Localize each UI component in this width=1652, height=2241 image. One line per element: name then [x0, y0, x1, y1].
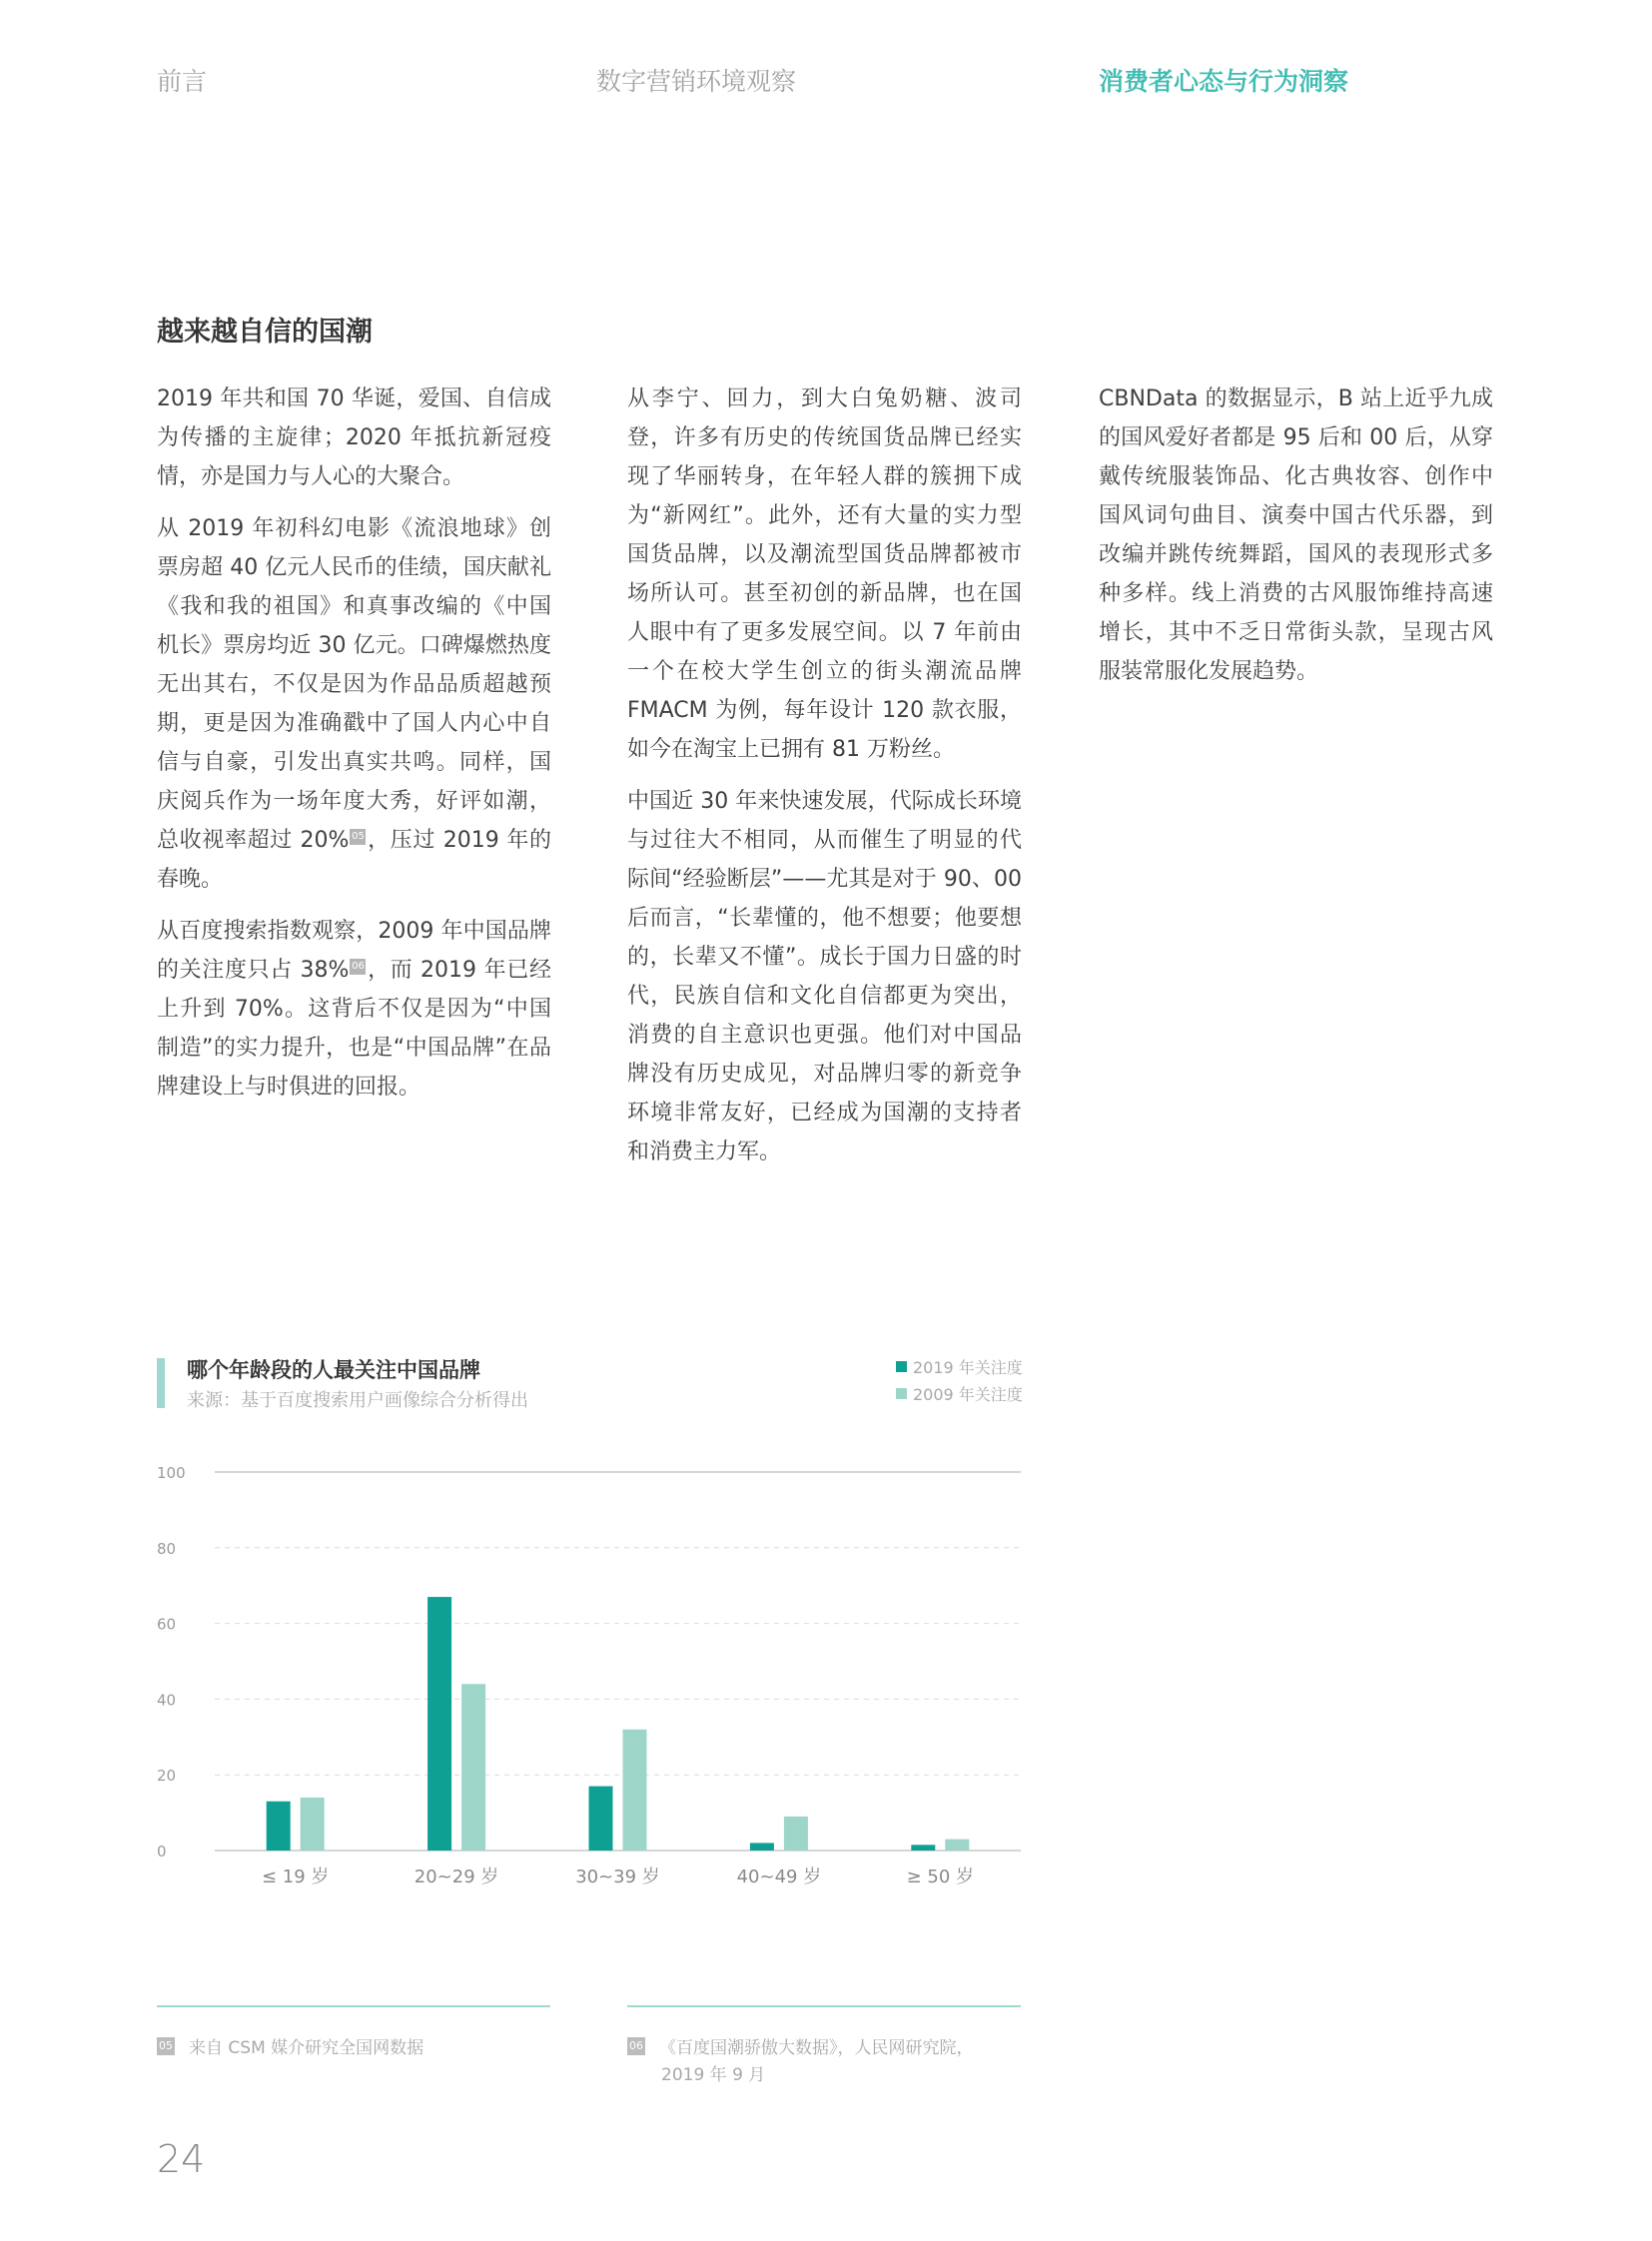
bar-2009: [784, 1817, 808, 1851]
footnote-05: [157, 2035, 550, 2062]
x-tick-label: 40~49 岁: [736, 1867, 822, 1887]
paragraph-text: 从百度搜索指数观察，2009 年中国品牌的关注度只占 38%: [157, 919, 551, 983]
section-title: 越来越自信的国潮: [157, 317, 373, 348]
footnote-number: 06: [627, 2037, 645, 2055]
paragraph: [157, 509, 551, 899]
y-tick-label: 0: [157, 1843, 167, 1861]
page-number: 24: [157, 2137, 206, 2181]
nav-item-digital-marketing[interactable]: 数字营销环境观察: [596, 67, 797, 96]
legend-label-2019: 2019 年关注度: [913, 1358, 1023, 1377]
bar-2019: [589, 1787, 613, 1851]
bar-2019: [427, 1597, 451, 1851]
text-column-1: [157, 379, 551, 1120]
paragraph: 中国近 30 年来快速发展，代际成长环境与过往大不相同，从而催生了明显的代际间“经验断层”——尤其是对于 90、00 后而言，“长辈懂的，他不想要；他要想的，长辈又不懂”。成长于国力日盛的时代，民族自信和文化自信都更为突出，消费的自主意识也更强。他们对中国品牌没有历史成见，对品牌归零的新竞争环境非常友好，已经成为国潮的支持者和消费主力军。: [627, 789, 1022, 1164]
paragraph: 2019 年共和国 70 华诞，爱国、自信成为传播的主旋律；2020 年抵抗新冠疫情，亦是国力与人心的大聚合。: [157, 386, 551, 489]
bar-2019: [911, 1845, 935, 1851]
legend-item-2009: [896, 1382, 1023, 1405]
paragraph: CBNData 的数据显示，B 站上近乎九成的国风爱好者都是 95 后和 00 后，从穿戴传统服装饰品、化古典妆容、创作中国风词句曲目、演奏中国古代乐器，到改编并跳传统舞蹈，国风的表现形式多种多样。线上消费的古风服饰维持高速增长，其中不乏日常街头款，呈现古风服装常服化发展趋势。: [1099, 386, 1493, 684]
chart-source: 来源：基于百度搜索用户画像综合分析得出: [187, 1390, 528, 1411]
bar-2019: [750, 1843, 774, 1851]
legend-label-2009: 2009 年关注度: [913, 1385, 1023, 1404]
paragraph-text: ，而 2019 年已经上升到 70%。这背后不仅是因为“中国制造”的实力提升，也是“中国品牌”在品牌建设上与时俱进的回报。: [157, 958, 551, 1100]
y-tick-label: 60: [157, 1615, 177, 1634]
footnote-text: 《百度国潮骄傲大数据》，人民网研究院，: [659, 2038, 974, 2058]
y-tick-label: 80: [157, 1539, 177, 1558]
paragraph: 从李宁、回力，到大白兔奶糖、波司登，许多有历史的传统国货品牌已经实现了华丽转身，在年轻人群的簇拥下成为“新网红”。此外，还有大量的实力型国货品牌，以及潮流型国货品牌都被市场所认可。甚至初创的新品牌，也在国人眼中有了更多发展空间。以 7 年前由一个在校大学生创立的街头潮流品牌 FMACM 为例，每年设计 120 款衣服，如今在淘宝上已拥有 81 万粉丝。: [627, 386, 1022, 762]
y-tick-label: 100: [157, 1464, 186, 1482]
footnote-06: [627, 2035, 1021, 2089]
footnote-text: 2019 年 9 月: [661, 2065, 766, 2085]
nav-item-consumer-insights[interactable]: 消费者心态与行为洞察: [1099, 67, 1349, 96]
text-column-3: [1099, 379, 1493, 704]
paragraph: [157, 912, 551, 1107]
paragraph-text: ，压过 2019 年的春晚。: [157, 828, 551, 892]
x-tick-label: 30~39 岁: [575, 1867, 660, 1887]
bar-2009: [301, 1798, 325, 1851]
x-tick-label: ≤ 19 岁: [261, 1867, 330, 1887]
x-tick-label: ≥ 50 岁: [906, 1867, 975, 1887]
footnote-divider: [627, 2005, 1021, 2007]
footnote-ref-marker[interactable]: 06: [350, 959, 366, 975]
bar-2019: [267, 1802, 291, 1851]
bar-chart: [140, 1448, 1029, 1907]
y-tick-label: 40: [157, 1691, 177, 1710]
footnote-ref-marker[interactable]: 05: [350, 829, 366, 845]
bar-2009: [945, 1840, 969, 1851]
paragraph-text: 从 2019 年初科幻电影《流浪地球》创票房超 40 亿元人民币的佳绩，国庆献礼《我和我的祖国》和真事改编的《中国机长》票房均近 30 亿元。口碑爆燃热度无出其右，不仅是因为作品品质超越预期，更是因为准确戳中了国人内心中自信与自豪，引发出真实共鸣。同样，国庆阅兵作为一场年度大秀，好评如潮，总收视率超过 20%: [157, 516, 551, 853]
chart-title-accent: [157, 1358, 165, 1408]
legend-item-2019: [896, 1355, 1023, 1378]
legend-swatch-2009: [896, 1388, 907, 1399]
y-tick-label: 20: [157, 1767, 177, 1786]
text-column-2: [627, 379, 1022, 1184]
footnote-text: 来自 CSM 媒介研究全国网数据: [189, 2038, 424, 2058]
chart-title: 哪个年龄段的人最关注中国品牌: [187, 1358, 480, 1382]
footnote-divider: [157, 2005, 550, 2007]
bar-2009: [461, 1684, 485, 1851]
legend-swatch-2019: [896, 1361, 907, 1372]
x-tick-label: 20~29 岁: [413, 1867, 499, 1887]
bar-2009: [623, 1730, 647, 1851]
nav-item-preface[interactable]: 前言: [157, 67, 208, 96]
footnote-number: 05: [157, 2037, 175, 2055]
